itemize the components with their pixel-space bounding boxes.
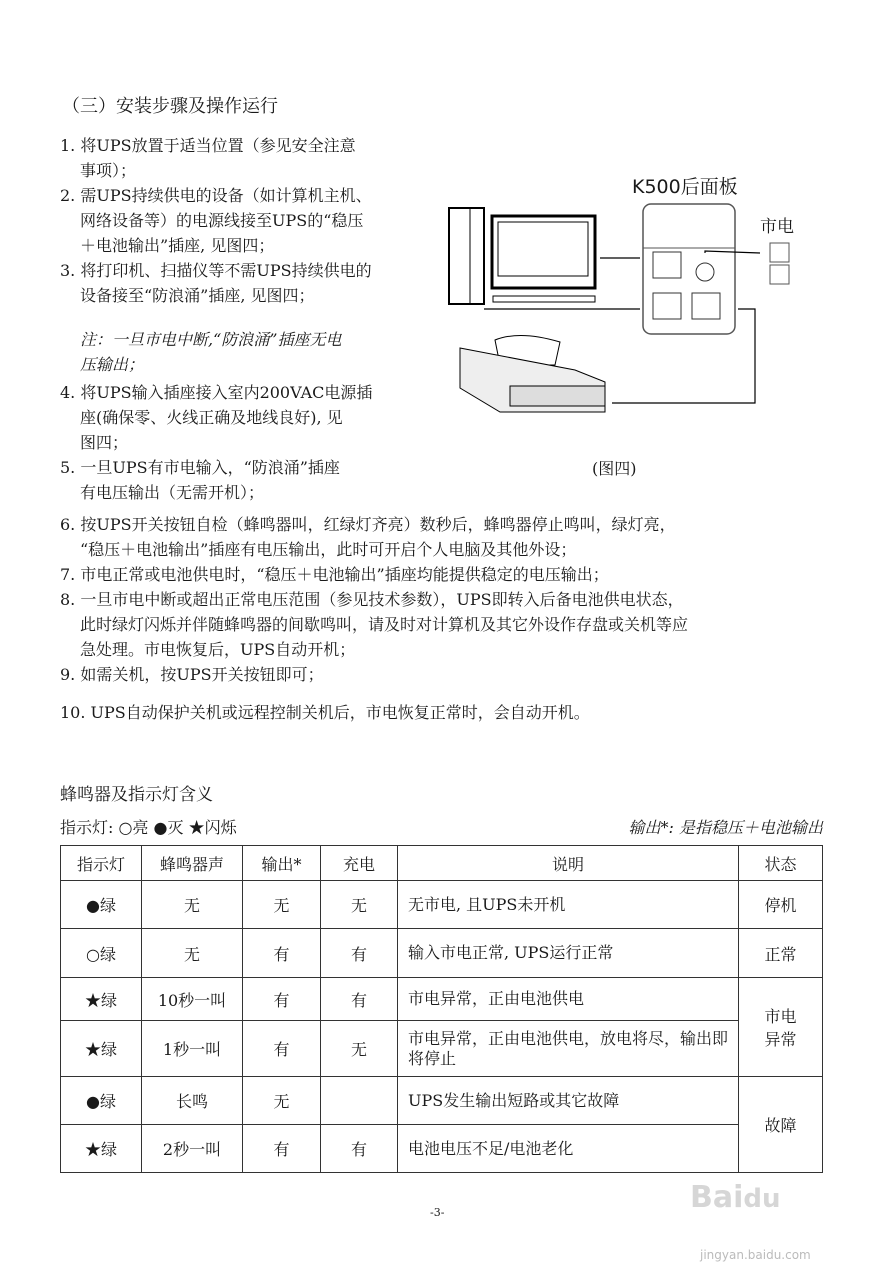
step-item [60,587,688,662]
cell-charging: 有 [321,929,398,978]
mains-label: 市电 [760,217,794,237]
step-item [60,662,324,687]
table-row [61,1077,823,1125]
step-line: 5. 一旦UPS有市电输入，“防浪涌”插座 [60,458,340,477]
step-item [60,700,590,725]
cell-description: 市电异常，正由电池供电，放电将尽，输出即将停止 [398,1021,739,1077]
step-item [60,562,609,587]
cell-output: 有 [243,929,321,978]
cell-description: 无市电, 且UPS未开机 [398,881,739,929]
cell-buzzer: 无 [142,929,243,978]
table-row [61,1021,823,1077]
cell-buzzer: 1秒一叫 [142,1021,243,1077]
table-row [61,978,823,1021]
step-item [60,133,356,183]
indicator-legend: 指示灯: ○亮 ●灭 ★闪烁 [60,818,237,837]
step-line: 设备接至“防浪涌”插座, 见图四； [80,286,315,305]
cell-indicator: ★绿 [61,978,142,1021]
table-row [61,1125,823,1173]
cell-indicator: ★绿 [61,1021,142,1077]
step-line: 压输出； [80,355,145,374]
note [60,327,341,377]
pc-tower-icon [449,208,484,304]
step-line: 有电压输出（无需开机）； [80,483,265,502]
step-line: 图四； [80,433,129,452]
cell-charging [321,1077,398,1125]
cell-indicator: ●绿 [61,881,142,929]
watermark-url: jingyan.baidu.com [700,1248,811,1262]
cell-buzzer: 长鸣 [142,1077,243,1125]
wall-outlet-icon [770,243,789,284]
step-line: 2. 需UPS持续供电的设备（如计算机主机、 [60,186,372,205]
step-item [60,455,340,505]
header-output: 输出* [243,846,321,881]
cell-buzzer: 2秒一叫 [142,1125,243,1173]
cell-charging: 无 [321,881,398,929]
step-line: 9. 如需关机，按UPS开关按钮即可； [60,665,324,684]
figure-title: K500后面板 [632,176,738,198]
step-line: 注：一旦市电中断,“防浪涌”插座无电 [80,330,342,349]
cell-output: 无 [243,1077,321,1125]
section-title: （三）安装步骤及操作运行 [62,96,278,117]
header-charging: 充电 [321,846,398,881]
step-line: 6. 按UPS开关按钮自检（蜂鸣器叫，红绿灯齐亮）数秒后，蜂鸣器停止鸣叫，绿灯亮， [60,515,676,534]
step-line: 网络设备等）的电源线接至UPS的“稳压 [80,211,364,230]
figure-rear-panel [440,160,820,478]
table-title: 蜂鸣器及指示灯含义 [60,785,213,805]
step-line: “稳压＋电池输出”插座有电压输出，此时可开启个人电脑及其他外设； [80,540,577,559]
cell-charging: 有 [321,978,398,1021]
cell-output: 无 [243,881,321,929]
cell-buzzer: 10秒一叫 [142,978,243,1021]
cell-description: 输入市电正常, UPS运行正常 [398,929,739,978]
ups-icon [643,204,735,334]
cell-indicator: ○绿 [61,929,142,978]
header-status: 状态 [739,846,823,881]
step-item [60,380,372,455]
step-line: 10. UPS自动保护关机或远程控制关机后，市电恢复正常时，会自动开机。 [60,703,590,722]
header-description: 说明 [398,846,739,881]
output-legend-note: 输出*: 是指稳压＋电池输出 [628,818,823,837]
cell-description: UPS发生输出短路或其它故障 [398,1077,739,1125]
cell-output: 有 [243,1021,321,1077]
cell-charging: 无 [321,1021,398,1077]
cell-description: 电池电压不足/电池老化 [398,1125,739,1173]
cell-status: 停机 [739,881,823,929]
cell-status: 正常 [739,929,823,978]
header-indicator: 指示灯 [61,846,142,881]
connection-diagram [440,160,820,460]
cell-indicator: ●绿 [61,1077,142,1125]
step-line: 急处理。市电恢复后，UPS自动开机； [80,640,356,659]
step-line: 7. 市电正常或电池供电时，“稳压＋电池输出”插座均能提供稳定的电压输出； [60,565,609,584]
printer-icon [460,335,605,412]
indicator-table [60,845,823,1173]
table-row [61,881,823,929]
step-item [60,258,372,308]
cell-charging: 有 [321,1125,398,1173]
step-item [60,183,372,258]
cell-output: 有 [243,978,321,1021]
step-line: 事项）； [80,161,137,180]
table-header-row [61,846,823,881]
step-line: 8. 一旦市电中断或超出正常电压范围（参见技术参数），UPS即转入后备电池供电状态， [60,590,684,609]
step-line: 座(确保零、火线正确及地线良好), 见 [80,408,343,427]
header-buzzer: 蜂鸣器声 [142,846,243,881]
cell-status: 故障 [739,1077,823,1173]
cell-buzzer: 无 [142,881,243,929]
step-line: 4. 将UPS输入插座接入室内200VAC电源插 [60,383,373,402]
step-line: 1. 将UPS放置于适当位置（参见安全注意 [60,136,356,155]
table-row [61,929,823,978]
step-line: 此时绿灯闪烁并伴随蜂鸣器的间歇鸣叫，请及时对计算机及其它外设作存盘或关机等应 [80,615,689,634]
step-item [60,512,676,562]
page-number: -3- [430,1206,445,1219]
cell-description: 市电异常，正由电池供电 [398,978,739,1021]
cell-indicator: ★绿 [61,1125,142,1173]
watermark-logo: Baidu [690,1180,781,1215]
cell-status: 市电异常 [739,978,823,1077]
cell-output: 有 [243,1125,321,1173]
figure-caption: (图四) [592,459,637,478]
monitor-icon [492,216,595,302]
step-line: ＋电池输出”插座, 见图四； [80,236,275,255]
step-line: 3. 将打印机、扫描仪等不需UPS持续供电的 [60,261,372,280]
